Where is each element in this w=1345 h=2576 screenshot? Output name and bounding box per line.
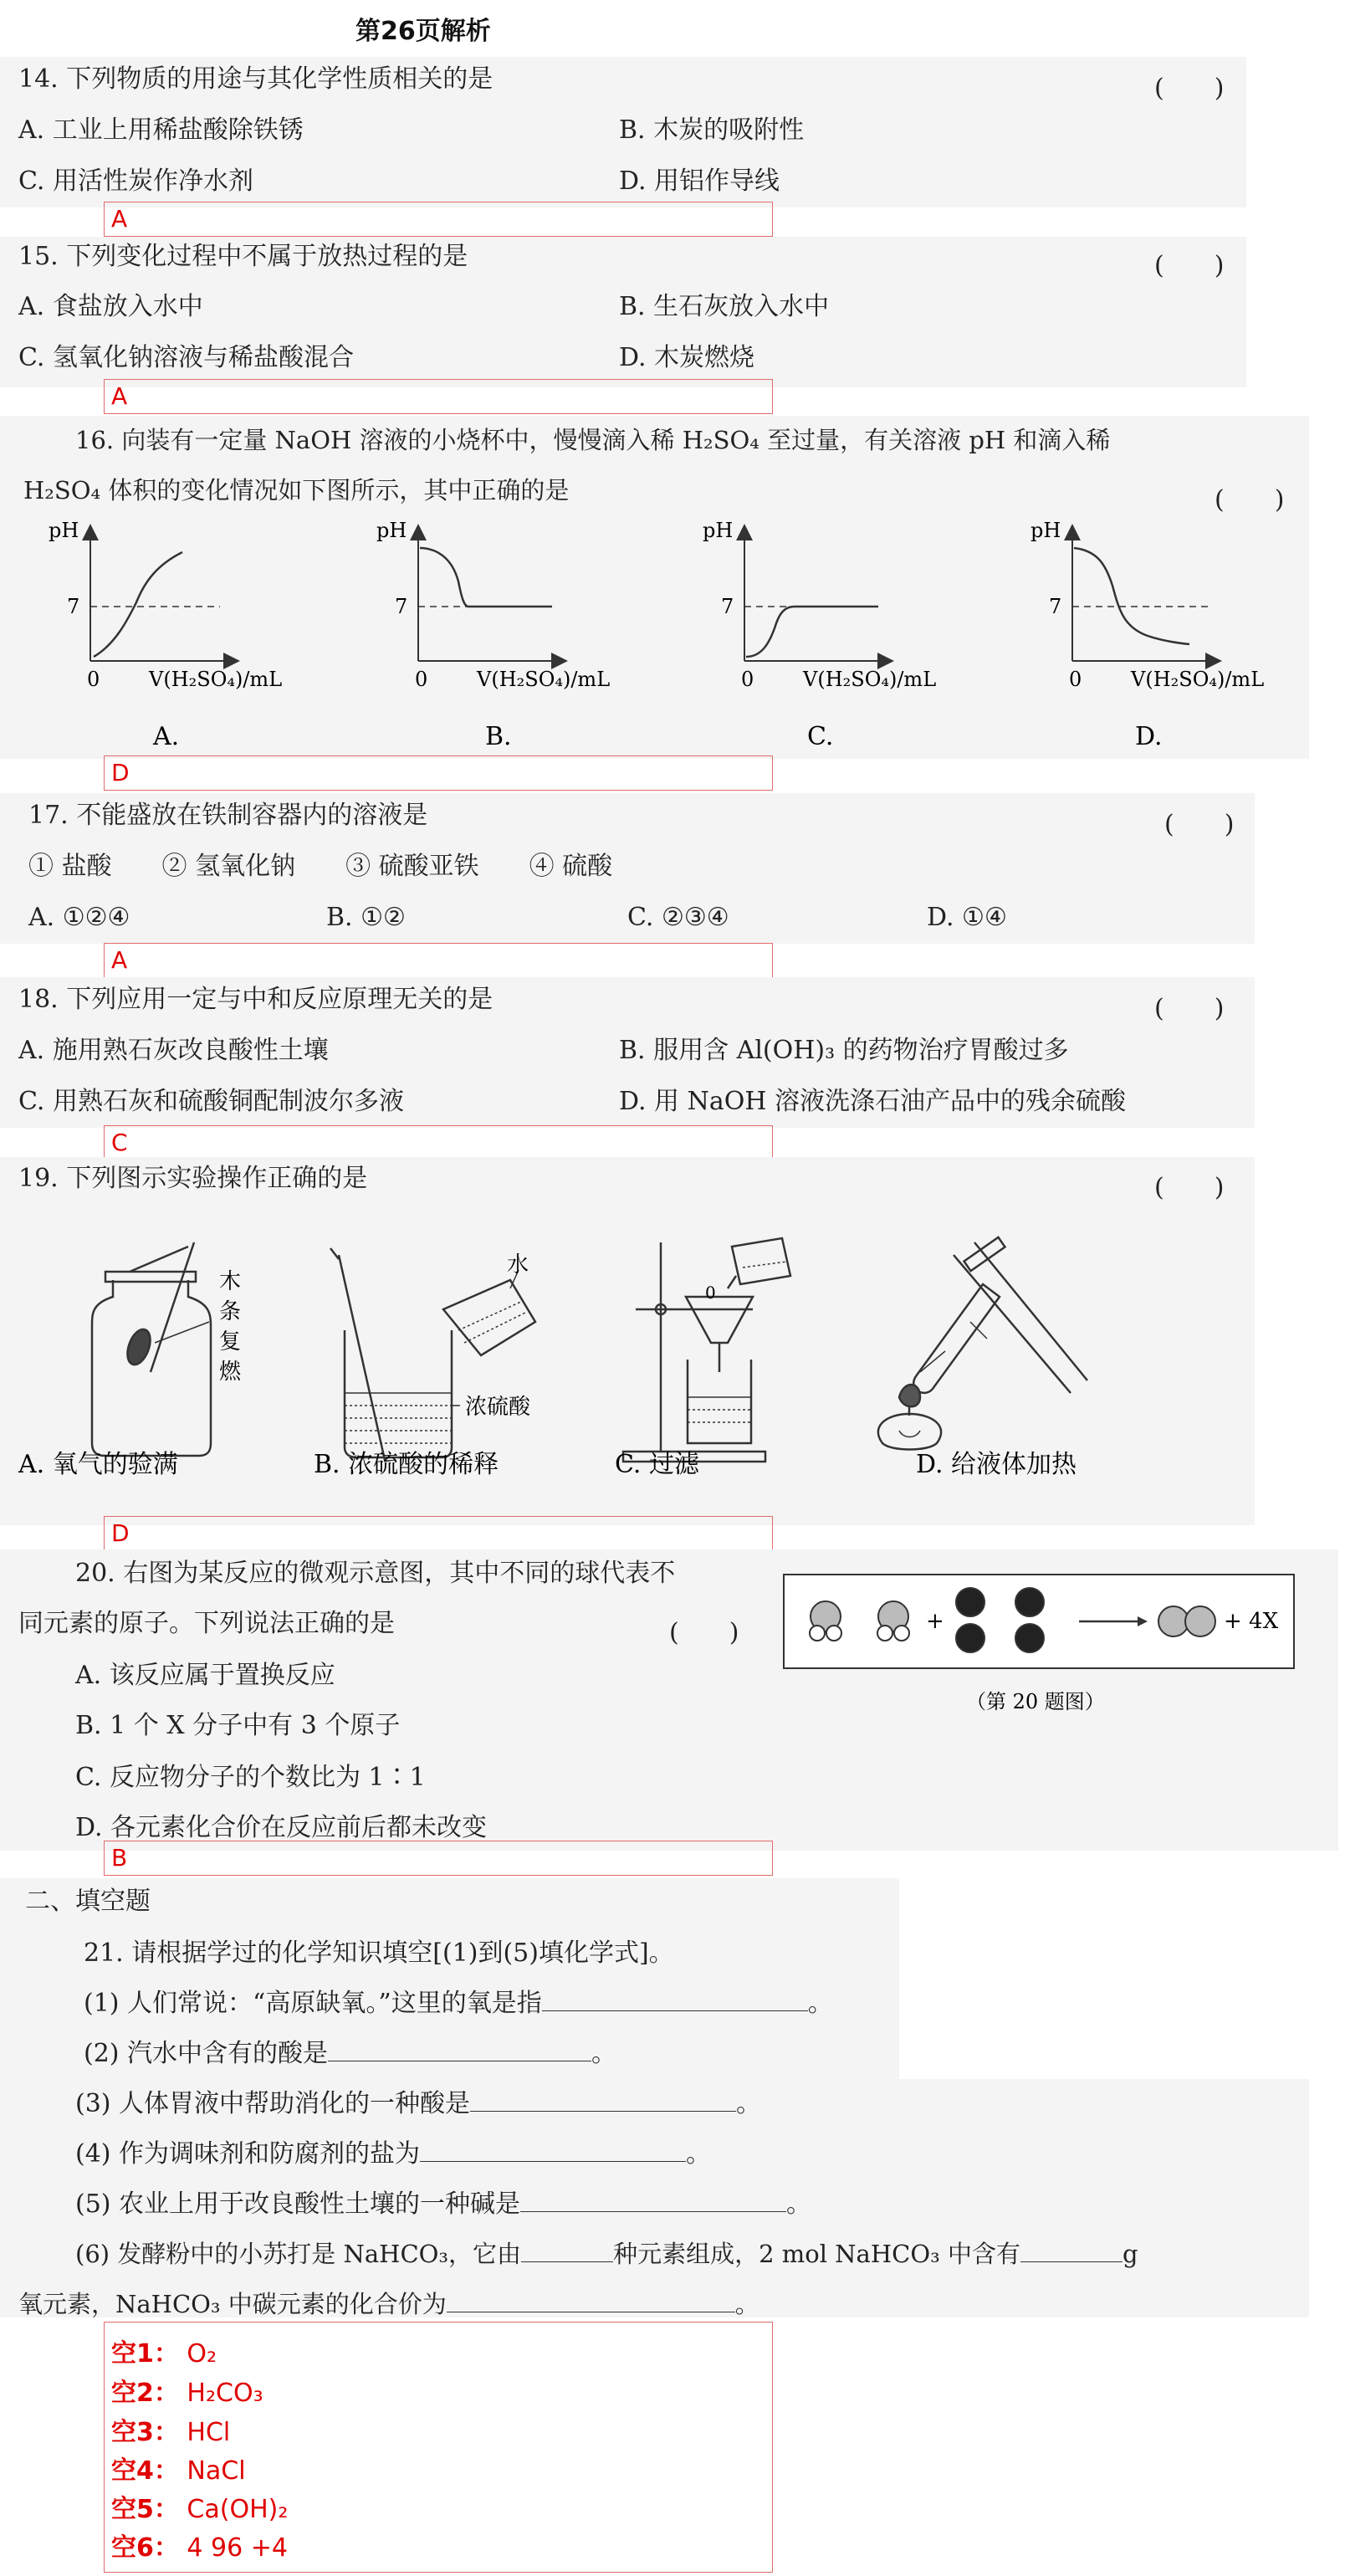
q20-option-a: A. 该反应属于置换反应 [75, 1661, 335, 1690]
answer-label-5: 空5： [111, 2495, 179, 2524]
q21-sub6-period: 。 [734, 2290, 759, 2318]
q18-option-d: D. 用 NaOH 溶液洗涤石油产品中的残余硫酸 [619, 1087, 1127, 1116]
q17-option-d: D. ①④ [927, 903, 1007, 932]
q18-option-a: A. 施用熟石灰改良酸性土壤 [18, 1036, 329, 1065]
graph-c-label: C. [807, 722, 834, 751]
q20-micro-diagram [782, 1573, 1301, 1740]
q21-blank-3[interactable] [470, 2111, 736, 2112]
q20-fig-plus: + [926, 1609, 944, 1634]
fig-a-text-burn: 燃 [219, 1360, 242, 1385]
answer-value-3: HCl [187, 2418, 231, 2447]
graph-a-xlabel: V(H₂SO₄)/mL [149, 668, 283, 691]
q19-stem: 19. 下列图示实验操作正确的是 [18, 1164, 368, 1193]
q20-stem-line1: 20. 右图为某反应的微观示意图，其中不同的球代表不 [75, 1559, 676, 1588]
answer-label-1: 空1： [111, 2339, 179, 2369]
q16-stem-line1: 16. 向装有一定量 NaOH 溶液的小烧杯中，慢慢滴入稀 H₂SO₄ 至过量，有关溶液 pH 和滴入稀 [75, 426, 1111, 454]
graph-c-xlabel: V(H₂SO₄)/mL [803, 668, 937, 691]
fig-b-text-water: 水 [507, 1252, 529, 1278]
q17-stem: 17. 不能盛放在铁制容器内的溶液是 [28, 801, 428, 830]
fig-b-text-acid: 浓硫酸 [465, 1395, 531, 1420]
q21-sub2-text: (2) 汽水中含有的酸是 [84, 2039, 329, 2068]
q17-option-b: B. ①② [326, 903, 406, 932]
figure-b-beaker [330, 1248, 535, 1460]
q19-answer-box: D [104, 1516, 773, 1551]
q18-option-b: B. 服用含 Al(OH)₃ 的药物治疗胃酸过多 [619, 1036, 1069, 1065]
graph-d-label: D. [1135, 722, 1163, 751]
figure-a-bottle [92, 1242, 211, 1456]
q21-blank-4[interactable] [420, 2161, 686, 2162]
graph-c-seven: 7 [721, 595, 734, 618]
answer-value-5: Ca(OH)₂ [187, 2495, 289, 2524]
ph-graphs [0, 519, 1338, 761]
section2-heading: 二、填空题 [25, 1887, 151, 1916]
answer-row-4 [111, 2450, 246, 2486]
q20-answer-box: B [104, 1841, 773, 1876]
fig-a-text-wood: 木 [219, 1269, 242, 1294]
answer-value-4: NaCl [187, 2456, 246, 2486]
figure-c-filtration [623, 1238, 790, 1462]
q21-sub3-period: 。 [736, 2089, 762, 2118]
q21-sub5-period: 。 [786, 2189, 812, 2219]
q21-sub4 [75, 2139, 712, 2169]
q20-option-b: B. 1 个 X 分子中有 3 个原子 [75, 1711, 401, 1740]
q19-option-d: D. 给液体加热 [916, 1450, 1077, 1479]
q21-sub6-text-d: 氧元素，NaHCO₃ 中碳元素的化合价为 [18, 2290, 447, 2318]
graph-b-xlabel: V(H₂SO₄)/mL [477, 668, 611, 691]
q18-paren: ( ) [1154, 994, 1225, 1023]
q15-option-c: C. 氢氧化钠溶液与稀盐酸混合 [18, 343, 354, 372]
q17-paren: ( ) [1164, 810, 1235, 839]
answer-value-1: O₂ [187, 2339, 217, 2369]
graph-b-ylabel: pH [376, 519, 407, 542]
answer-label-4: 空4： [111, 2456, 179, 2486]
q15-stem: 15. 下列变化过程中不属于放热过程的是 [18, 242, 468, 271]
q17-option-a: A. ①②④ [28, 903, 130, 932]
graph-d [1030, 519, 1264, 751]
graph-a-label: A. [153, 722, 180, 751]
answer-label-2: 空2： [111, 2379, 179, 2408]
answer-value-2: H₂CO₃ [187, 2379, 263, 2408]
q21-sub6-line2 [18, 2292, 759, 2317]
graph-d-ylabel: pH [1030, 519, 1061, 542]
graph-b-curve [420, 548, 552, 607]
q21-blank-6b[interactable] [1020, 2261, 1123, 2262]
graph-c-ylabel: pH [703, 519, 734, 542]
fig-a-text-re: 复 [219, 1329, 242, 1355]
graph-b-label: B. [485, 722, 512, 751]
q19-paren: ( ) [1154, 1173, 1225, 1202]
q14-paren: ( ) [1154, 74, 1225, 103]
q21-sub6-text-c: g [1122, 2240, 1138, 2268]
q18-option-c: C. 用熟石灰和硫酸铜配制波尔多液 [18, 1087, 404, 1116]
graph-b [376, 519, 610, 751]
graph-a [49, 519, 282, 751]
graph-d-curve [1074, 548, 1189, 644]
q21-sub1 [84, 1991, 833, 2016]
q19-option-b: B. 浓硫酸的稀释 [314, 1450, 499, 1479]
q20-paren: ( ) [669, 1618, 739, 1647]
q20-fig-4x: + 4X [1224, 1609, 1279, 1634]
q21-sub2 [84, 2041, 616, 2066]
graph-a-curve [94, 552, 182, 657]
q21-stem: 21. 请根据学过的化学知识填空[(1)到(5)填化学式]。 [84, 1938, 674, 1968]
q16-stem-line2: H₂SO₄ 体积的变化情况如下图所示，其中正确的是 [23, 476, 570, 504]
q17-option-c: C. ②③④ [627, 903, 729, 932]
graph-d-seven: 7 [1049, 595, 1062, 618]
q17-answer-box: A [104, 943, 773, 978]
answer-row-6 [111, 2527, 288, 2563]
q21-answer-box [104, 2322, 773, 2573]
graph-a-ylabel: pH [49, 519, 79, 542]
q20-fig-caption: （第 20 题图） [966, 1690, 1105, 1713]
q21-sub1-period: 。 [807, 1989, 833, 2018]
page-title: 第26页解析 [355, 17, 491, 46]
q21-sub2-period: 。 [591, 2039, 617, 2068]
q18-stem: 18. 下列应用一定与中和反应原理无关的是 [18, 985, 494, 1014]
q21-sub6-line1 [75, 2242, 1138, 2266]
graph-a-origin: 0 [87, 668, 100, 691]
q21-sub5 [75, 2189, 812, 2219]
q15-answer-box: A [104, 379, 773, 414]
graph-c-curve [746, 607, 878, 657]
answer-row-2 [111, 2372, 263, 2409]
q21-blank-5[interactable] [520, 2211, 786, 2212]
fig-c-text-zero: 0 [705, 1283, 716, 1303]
figure-d-heating [878, 1237, 1087, 1450]
q21-sub3-text: (3) 人体胃液中帮助消化的一种酸是 [75, 2089, 471, 2118]
q14-option-a: A. 工业上用稀盐酸除铁锈 [18, 115, 304, 145]
q21-sub3 [75, 2089, 762, 2118]
graph-c-origin: 0 [741, 668, 754, 691]
q14-stem: 14. 下列物质的用途与其化学性质相关的是 [18, 64, 494, 94]
answer-label-3: 空3： [111, 2418, 179, 2447]
answer-row-3 [111, 2411, 230, 2448]
q14-answer-box: A [104, 202, 773, 237]
q16-paren: ( ) [1215, 485, 1285, 515]
q21-sub5-text: (5) 农业上用于改良酸性土壤的一种碱是 [75, 2189, 521, 2219]
q15-option-b: B. 生石灰放入水中 [619, 292, 830, 321]
q16-answer-box: D [104, 755, 773, 791]
q21-sub1-text: (1) 人们常说：“高原缺氧。”这里的氧是指 [84, 1989, 542, 2018]
q21-sub6-text-a: (6) 发酵粉中的小苏打是 NaHCO₃，它由 [75, 2240, 522, 2268]
q15-paren: ( ) [1154, 251, 1225, 280]
q19-option-c: C. 过滤 [615, 1450, 699, 1479]
q14-option-b: B. 木炭的吸附性 [619, 115, 805, 145]
lab-figures [0, 1205, 1255, 1481]
graph-d-origin: 0 [1069, 668, 1082, 691]
q19-option-a: A. 氧气的验满 [18, 1450, 178, 1479]
graph-d-xlabel: V(H₂SO₄)/mL [1131, 668, 1265, 691]
fig-a-text-strip: 条 [219, 1299, 242, 1324]
q15-option-d: D. 木炭燃烧 [619, 343, 755, 372]
answer-label-6: 空6： [111, 2533, 179, 2563]
graph-a-seven: 7 [67, 595, 80, 618]
q15-option-a: A. 食盐放入水中 [18, 292, 203, 321]
q20-option-d: D. 各元素化合价在反应前后都未改变 [75, 1813, 488, 1842]
q21-sub4-text: (4) 作为调味剂和防腐剂的盐为 [75, 2139, 421, 2169]
answer-row-1 [111, 2333, 217, 2369]
q20-stem-line2: 同元素的原子。下列说法正确的是 [18, 1609, 395, 1638]
q14-option-c: C. 用活性炭作净水剂 [18, 166, 253, 196]
answer-value-6: 4 96 +4 [187, 2533, 288, 2563]
graph-c [703, 519, 936, 751]
q17-items: ① 盐酸 ② 氢氧化钠 ③ 硫酸亚铁 ④ 硫酸 [28, 852, 613, 881]
graph-b-origin: 0 [415, 668, 428, 691]
q21-blank-1[interactable] [542, 2010, 808, 2011]
q21-sub6-text-b: 种元素组成，2 mol NaHCO₃ 中含有 [613, 2240, 1020, 2268]
q20-option-c: C. 反应物分子的个数比为 1∶1 [75, 1763, 426, 1792]
q21-sub4-period: 。 [686, 2139, 712, 2169]
q14-option-d: D. 用铝作导线 [619, 166, 780, 196]
q18-answer-box: C [104, 1125, 773, 1160]
graph-b-seven: 7 [395, 595, 408, 618]
answer-row-5 [111, 2488, 288, 2525]
q21-blank-6a[interactable] [521, 2261, 613, 2262]
